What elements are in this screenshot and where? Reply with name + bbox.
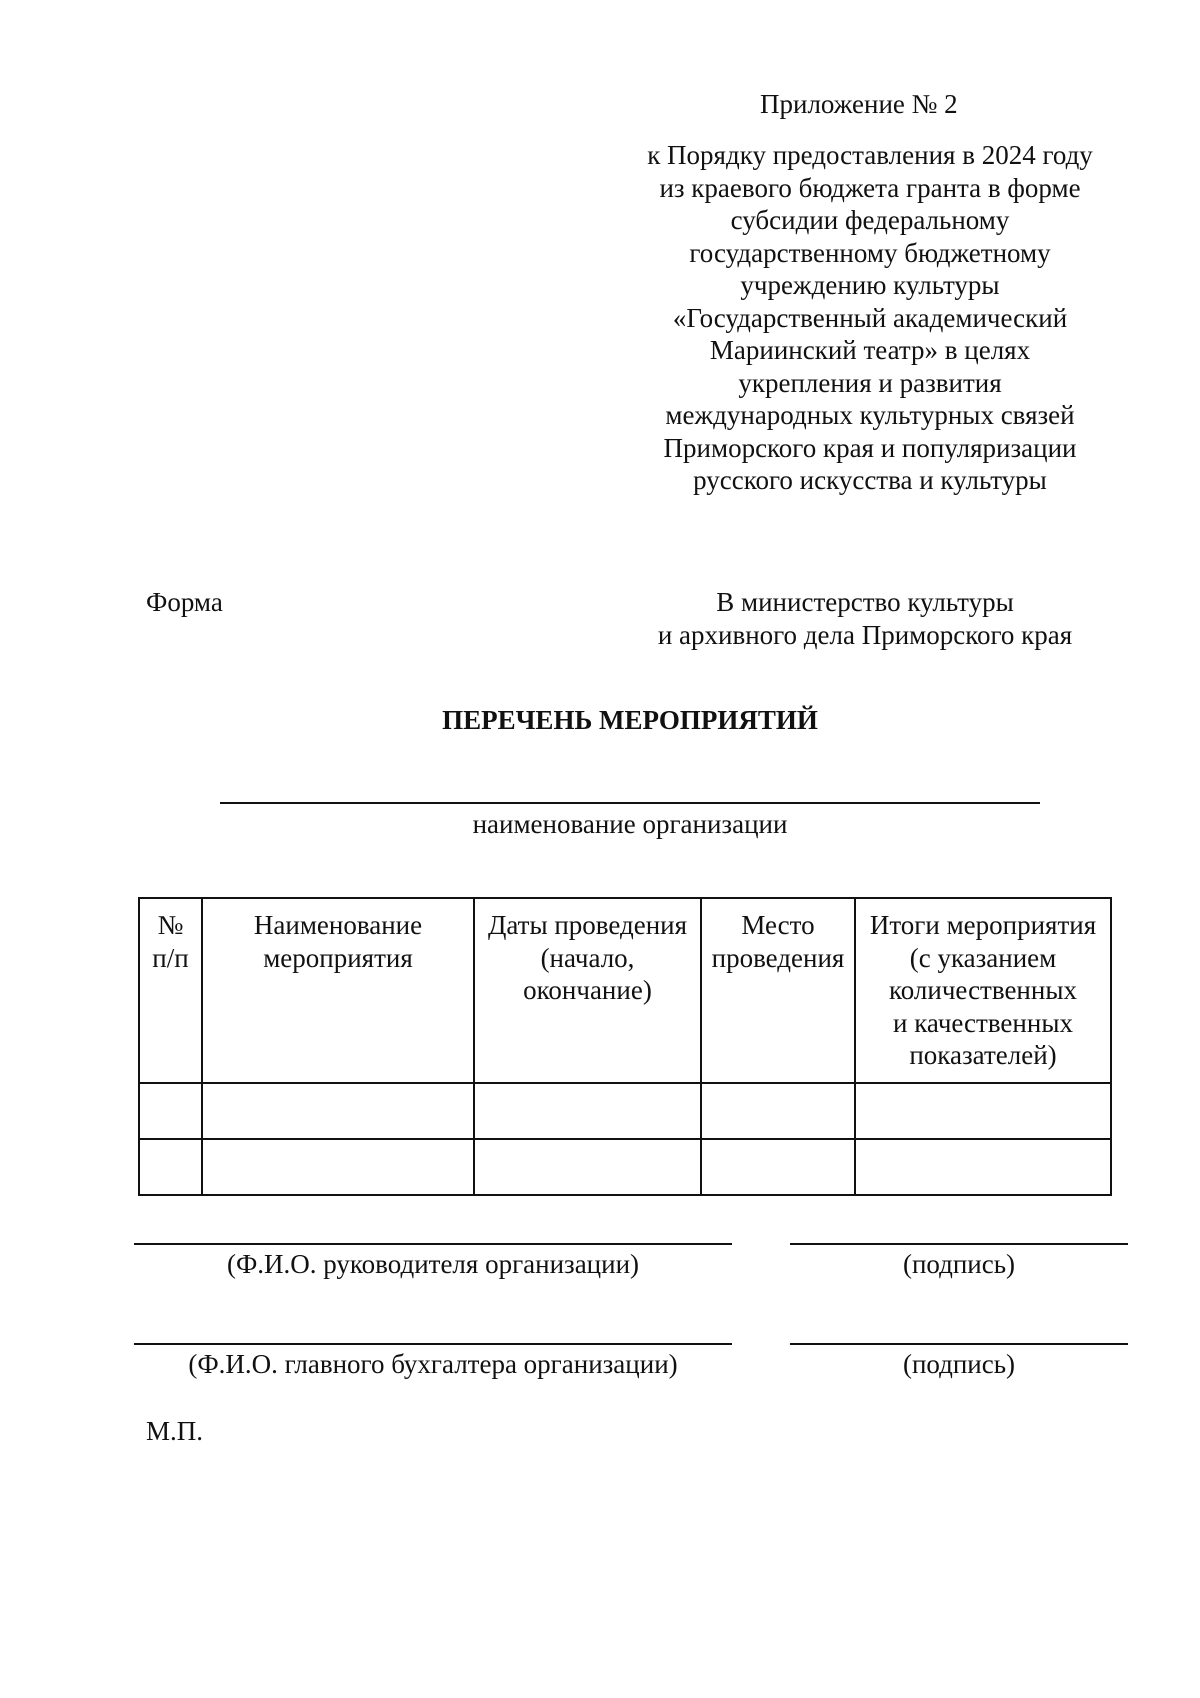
form-label: Форма [146, 587, 223, 617]
appendix-line: Мариинский театр» в целях [709, 335, 1031, 365]
addressee-line: В министерство культуры [716, 587, 1014, 617]
table-cell[interactable] [855, 1139, 1111, 1195]
table-cell[interactable] [855, 1083, 1111, 1139]
stamp-place-label: М.П. [146, 1416, 204, 1446]
appendix-line: из краевого бюджета гранта в форме [659, 172, 1081, 203]
accountant-name-field[interactable] [134, 1343, 732, 1345]
accountant-signature-field[interactable] [790, 1343, 1128, 1345]
appendix-line: международных культурных связей [665, 400, 1075, 430]
table-cell[interactable] [701, 1139, 855, 1195]
table-row [139, 1083, 1111, 1139]
table-cell[interactable] [202, 1139, 474, 1195]
column-header-venue: Место проведения [701, 898, 855, 1083]
column-header-results: Итоги мероприятия (с указанием количественных и качественных показателей) [855, 898, 1111, 1083]
appendix-line: субсидии федеральному [730, 205, 1010, 235]
organization-name-field[interactable] [220, 802, 1040, 804]
column-header-event-name: Наименование мероприятия [202, 898, 474, 1083]
document-title: ПЕРЕЧЕНЬ МЕРОПРИЯТИЙ [442, 705, 818, 735]
appendix-title: Приложение № 2 [760, 89, 958, 119]
table-cell[interactable] [202, 1083, 474, 1139]
table-cell[interactable] [701, 1083, 855, 1139]
appendix-line: Приморского края и популяризации [663, 432, 1077, 463]
appendix-reference [630, 139, 1110, 497]
table-cell[interactable] [139, 1083, 202, 1139]
appendix-line: к Порядку предоставления в 2024 году [647, 140, 1093, 170]
appendix-line: учреждению культуры [740, 270, 1000, 300]
table-row [139, 1139, 1111, 1195]
appendix-line: русского искусства и культуры [693, 465, 1047, 495]
accountant-signature-caption: (подпись) [902, 1349, 1016, 1379]
table-cell[interactable] [474, 1139, 701, 1195]
appendix-line: государственному бюджетному [689, 237, 1051, 268]
appendix-line: «Государственный академический [672, 302, 1068, 333]
table-cell[interactable] [474, 1083, 701, 1139]
addressee [610, 586, 1120, 652]
head-signature-field[interactable] [790, 1243, 1128, 1245]
accountant-name-caption: (Ф.И.О. главного бухгалтера организации) [188, 1349, 678, 1379]
organization-name-caption: наименование организации [472, 809, 788, 839]
addressee-line: и архивного дела Приморского края [657, 620, 1073, 650]
table-header-row [139, 898, 1111, 1083]
head-name-caption: (Ф.И.О. руководителя организации) [226, 1249, 640, 1279]
column-header-dates: Даты проведения (начало, окончание) [474, 898, 701, 1083]
column-header-number: № п/п [139, 898, 202, 1083]
appendix-line: укрепления и развития [738, 367, 1002, 398]
events-table [138, 897, 1112, 1196]
head-signature-caption: (подпись) [902, 1249, 1016, 1279]
table-cell[interactable] [139, 1139, 202, 1195]
head-name-field[interactable] [134, 1243, 732, 1245]
